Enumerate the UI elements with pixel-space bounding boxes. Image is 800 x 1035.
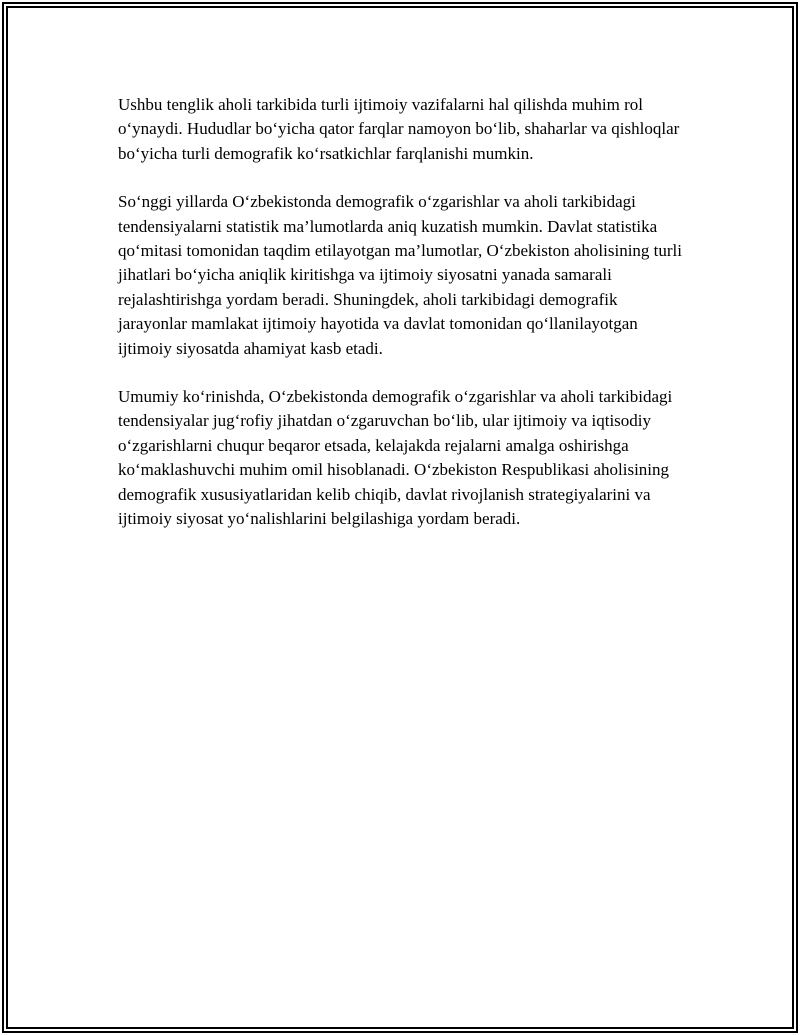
document-body (118, 93, 688, 556)
paragraph-3: Umumiy ko‘rinishda, O‘zbekistonda demografik o‘zgarishlar va aholi tarkibidagi tendensiyalar jug‘rofiy jihatdan o‘zgaruvchan bo‘lib, ular ijtimoiy va iqtisodiy o‘zgarishlarni chuqur beqaror etsada, kelajakda rejalarni amalga oshirishga ko‘maklashuvchi muhim omil hisoblanadi. O‘zbekiston Respublikasi aholisining demografik xususiyatlaridan kelib chiqib, davlat rivojlanish strategiyalarini va ijtimoiy siyosat yo‘nalishlarini belgilashiga yordam beradi. (118, 387, 673, 529)
paragraph-1: Ushbu tenglik aholi tarkibida turli ijtimoiy vazifalarni hal qilishda muhim rol o‘ynaydi. Hududlar bo‘yicha qator farqlar namoyon bo‘lib, shaharlar va qishloqlar bo‘yicha turli demografik ko‘rsatkichlar farqlanishi mumkin. (118, 95, 680, 163)
paragraph-2: So‘nggi yillarda O‘zbekistonda demografik o‘zgarishlar va aholi tarkibidagi tendensiyalarni statistik ma’lumotlarda aniq kuzatish mumkin. Davlat statistika qo‘mitasi tomonidan taqdim etilayotgan ma’lumotlar, O‘zbekiston aholisining turli jihatlari bo‘yicha aniqlik kiritishga va ijtimoiy siyosatni yanada samarali rejalashtirishga yordam beradi. Shuningdek, aholi tarkibidagi demografik jarayonlar mamlakat ijtimoiy hayotida va davlat tomonidan qo‘llanilayotgan ijtimoiy siyosatda ahamiyat kasb etadi. (118, 192, 682, 358)
